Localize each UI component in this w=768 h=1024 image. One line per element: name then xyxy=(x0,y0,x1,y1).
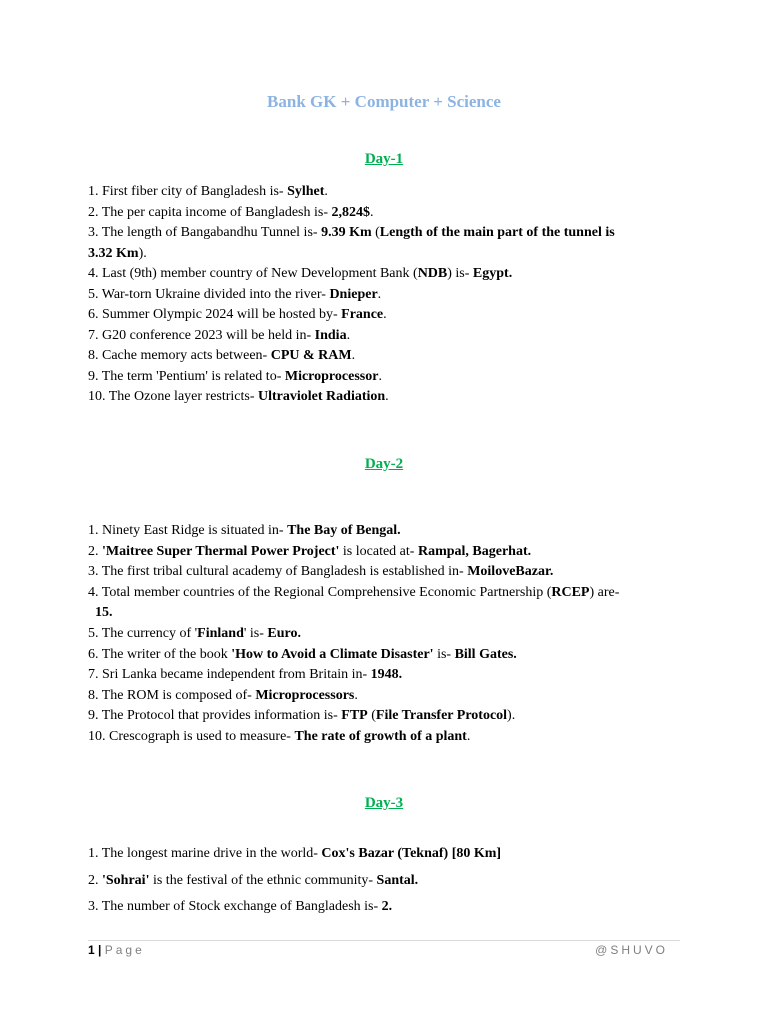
day-3-heading: Day-3 xyxy=(364,795,404,811)
question-text: 10. Crescograph is used to measure- xyxy=(88,728,295,744)
list-item xyxy=(88,686,678,707)
question-text: . xyxy=(466,728,471,744)
list-item xyxy=(88,868,678,895)
answer-text: 'Maitree Super Thermal Power Project' xyxy=(102,543,340,559)
day-2-heading: Day-2 xyxy=(364,456,404,472)
question-text: ( xyxy=(371,225,380,240)
list-item xyxy=(88,203,678,224)
answer-text: CPU & RAM xyxy=(270,348,352,363)
list-item xyxy=(88,645,678,666)
question-text: is located at- xyxy=(339,543,418,559)
question-text: 9. The term 'Pentium' is related to- xyxy=(88,368,285,384)
page-word: Page xyxy=(104,943,145,957)
question-text: 3. The first tribal cultural academy of Bangladesh is established in- xyxy=(88,564,468,580)
list-item xyxy=(88,285,678,306)
question-text: 7. Sri Lanka became independent from Britain in- xyxy=(88,667,371,683)
question-text: 5. The currency of ' xyxy=(88,625,198,641)
list-item-continuation xyxy=(88,603,678,624)
list-item xyxy=(88,727,678,748)
answer-text: Ultraviolet Radiation xyxy=(258,389,386,404)
answer-text: Egypt. xyxy=(472,266,513,281)
question-text: . xyxy=(324,184,328,199)
question-text: ( xyxy=(367,708,376,724)
question-text: 6. The writer of the book xyxy=(88,646,232,662)
list-item xyxy=(88,894,678,921)
question-text: 1. First fiber city of Bangladesh is- xyxy=(88,184,288,199)
day-3-list xyxy=(88,841,678,921)
answer-text: France xyxy=(341,307,384,322)
answer-text: Dnieper xyxy=(329,286,378,302)
question-text: 10. The Ozone layer restricts- xyxy=(88,389,259,404)
question-text: 2. xyxy=(88,872,102,888)
question-text: . xyxy=(377,286,382,302)
list-item xyxy=(88,706,678,727)
question-text: 2. The per capita income of Bangladesh is- xyxy=(88,204,332,220)
question-text: . xyxy=(385,389,389,404)
day-1-list xyxy=(88,182,678,408)
question-text: 1. Ninety East Ridge is situated in- xyxy=(88,523,288,538)
footer-author: @SHUVO xyxy=(595,943,668,957)
answer-text: 1948. xyxy=(370,667,403,683)
list-item-continuation xyxy=(88,244,678,265)
footer-divider xyxy=(88,940,680,941)
answer-text: The Bay of Bengal. xyxy=(287,523,401,538)
question-text: . xyxy=(346,327,351,343)
question-text: ' is- xyxy=(243,625,268,641)
question-text: ). xyxy=(138,245,147,261)
list-item xyxy=(88,624,678,645)
answer-text: Microprocessor xyxy=(284,368,379,384)
question-text: . xyxy=(370,204,374,220)
question-text: 3. The length of Bangabandhu Tunnel is- xyxy=(88,225,322,240)
answer-text: Rampal, Bagerhat. xyxy=(417,543,532,559)
answer-text: Finland xyxy=(197,625,244,641)
answer-text: 9.39 Km xyxy=(321,225,372,240)
list-item xyxy=(88,326,678,347)
list-item xyxy=(88,264,678,285)
list-item xyxy=(88,521,678,542)
list-item xyxy=(88,346,678,367)
day-2-list xyxy=(88,521,678,748)
answer-text: 3.32 Km xyxy=(88,245,139,261)
question-text: . xyxy=(354,687,358,703)
answer-text: India xyxy=(314,327,347,343)
question-text: . xyxy=(351,348,356,363)
question-text: is- xyxy=(433,646,455,662)
question-text: 9. The Protocol that provides information is- xyxy=(88,708,342,724)
answer-text: 'How to Avoid a Climate Disaster' xyxy=(231,646,434,662)
document-title: Bank GK + Computer + Science xyxy=(267,92,501,111)
footer-page-label xyxy=(88,943,145,957)
question-text: 4. Total member countries of the Regional Comprehensive Economic Partnership ( xyxy=(88,584,552,600)
list-item xyxy=(88,562,678,583)
answer-text: Length of the main part of the tunnel is xyxy=(379,225,615,240)
question-text: 8. The ROM is composed of- xyxy=(88,687,256,703)
question-text: 5. War-torn Ukraine divided into the river- xyxy=(88,286,330,302)
answer-text: Cox's Bazar (Teknaf) [80 Km] xyxy=(321,846,502,861)
list-item xyxy=(88,223,678,264)
answer-text: File Transfer Protocol xyxy=(375,708,508,724)
answer-text: RCEP xyxy=(551,584,590,600)
question-text: . xyxy=(383,307,387,322)
question-text: 1. The longest marine drive in the world- xyxy=(88,846,322,861)
answer-text: Euro. xyxy=(267,625,301,641)
question-text: 2. xyxy=(88,543,102,559)
day-1-heading: Day-1 xyxy=(364,151,404,167)
page-number: 1 xyxy=(88,943,95,957)
answer-text: 'Sohrai' xyxy=(102,872,150,888)
question-text: ) are- xyxy=(589,584,620,600)
answer-text: MoiloveBazar. xyxy=(467,564,554,580)
answer-text: 2,824$ xyxy=(331,204,370,220)
answer-text: FTP xyxy=(341,708,368,724)
list-item xyxy=(88,583,678,624)
list-item xyxy=(88,367,678,388)
question-text: 8. Cache memory acts between- xyxy=(88,348,271,363)
question-text: is the festival of the ethnic community- xyxy=(149,872,377,888)
question-text: ) is- xyxy=(447,266,473,281)
answer-text: Sylhet xyxy=(287,184,325,199)
answer-text: Bill Gates. xyxy=(454,646,517,662)
list-item xyxy=(88,305,678,326)
answer-text: 2. xyxy=(381,899,393,914)
question-text: 3. The number of Stock exchange of Bangladesh is- xyxy=(88,899,382,914)
question-text: . xyxy=(378,368,382,384)
list-item xyxy=(88,665,678,686)
answer-text: Microprocessors xyxy=(255,687,355,703)
answer-text: Santal. xyxy=(376,872,419,888)
question-text: 6. Summer Olympic 2024 will be hosted by- xyxy=(88,307,342,322)
answer-text: NDB xyxy=(417,266,448,281)
footer-separator: | xyxy=(98,943,102,957)
list-item xyxy=(88,542,678,563)
list-item xyxy=(88,182,678,203)
question-text: 4. Last (9th) member country of New Development Bank ( xyxy=(88,266,418,281)
answer-text: 15. xyxy=(95,605,113,621)
question-text: ). xyxy=(507,708,516,724)
list-item xyxy=(88,387,678,408)
list-item xyxy=(88,841,678,868)
question-text: 7. G20 conference 2023 will be held in- xyxy=(88,327,315,343)
answer-text: The rate of growth of a plant xyxy=(294,728,467,744)
